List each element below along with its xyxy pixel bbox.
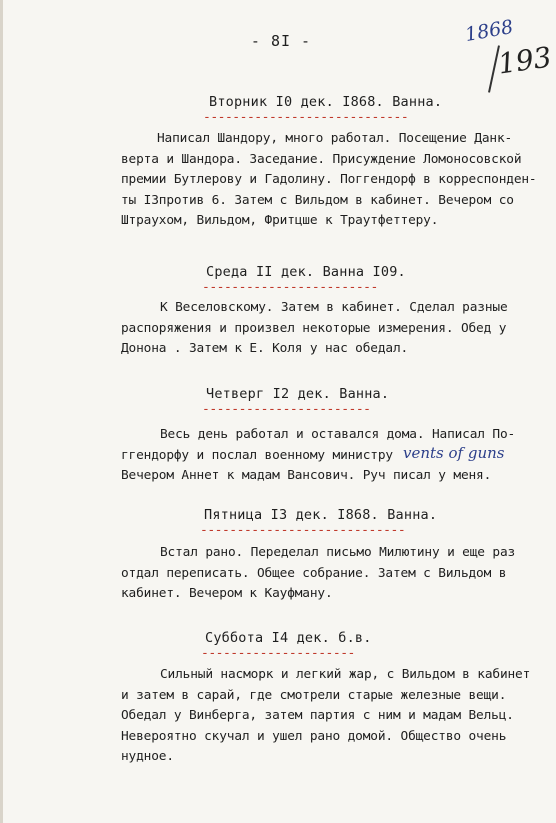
entry-heading: Пятница I3 дек. I868. Ванна. <box>204 507 438 523</box>
heading-underline: ---------------------------- <box>203 110 409 125</box>
text-line: Вечером Аннет к мадам Вансович. Руч писал у меня. <box>121 468 492 484</box>
entry-heading: Суббота I4 дек. б.в. <box>205 630 372 646</box>
text-line: К Веселовскому. Затем в кабинет. Сделал разные <box>160 300 508 315</box>
page-number: - 8I - <box>250 32 312 50</box>
text-line: отдал переписать. Общее собрание. Затем с Вильдом в <box>121 565 507 581</box>
entry-heading: Среда II дек. Ванна I09. <box>206 264 406 280</box>
text-line: нудное. <box>121 749 174 765</box>
heading-underline: ---------------------------- <box>200 523 406 538</box>
text-line: ггендорфу и послал военному министру <box>121 447 393 463</box>
text-line: кабинет. Вечером к Кауфману. <box>121 586 333 602</box>
entry-paragraph <box>121 298 540 360</box>
entry-paragraph <box>121 129 539 232</box>
text-line: Донона . Затем к Е. Коля у нас обедал. <box>121 341 409 357</box>
text-line: премии Бутлерову и Гадолину. Поггендорф в корреспонден- <box>121 172 537 188</box>
text-line: Сильный насморк и легкий жар, с Вильдом в кабинет <box>160 667 531 682</box>
text-line: Написал Шандору, много работал. Посещение Данк- <box>157 131 513 146</box>
entry-paragraph <box>121 665 540 768</box>
text-line: Невероятно скучал и ушел рано домой. Общество очень <box>121 728 507 744</box>
text-line: верта и Шандора. Заседание. Присуждение Ломоносовской <box>121 151 522 167</box>
handwritten-year: 1868 <box>463 15 515 47</box>
heading-underline: --------------------- <box>201 646 355 661</box>
text-line: Обедал у Винберга, затем партия с ним и мадам Вельц. <box>121 708 514 724</box>
handwritten-note: vents of guns <box>403 444 505 462</box>
heading-underline: ------------------------ <box>202 280 378 295</box>
text-line: Штраухом, Вильдом, Фритцше к Траутфеттеру. <box>121 213 439 229</box>
text-line: распоряжения и произвел некоторые измерения. Обед у <box>121 320 507 336</box>
entry-heading: Вторник I0 дек. I868. Ванна. <box>209 94 443 110</box>
entry-heading: Четверг I2 дек. Ванна. <box>206 386 390 402</box>
text-line: и затем в сарай, где смотрели старые железные вещи. <box>121 687 507 703</box>
entry-paragraph <box>121 543 540 605</box>
heading-underline: ----------------------- <box>202 402 371 417</box>
text-line: Встал рано. Переделал письмо Милютину и еще раз <box>160 545 516 560</box>
text-line: Весь день работал и оставался дома. Написал По- <box>160 427 516 442</box>
handwritten-folio-number: 193 <box>495 40 554 81</box>
text-line: ты I3против 6. Затем с Вильдом в кабинет. Вечером со <box>121 192 514 208</box>
